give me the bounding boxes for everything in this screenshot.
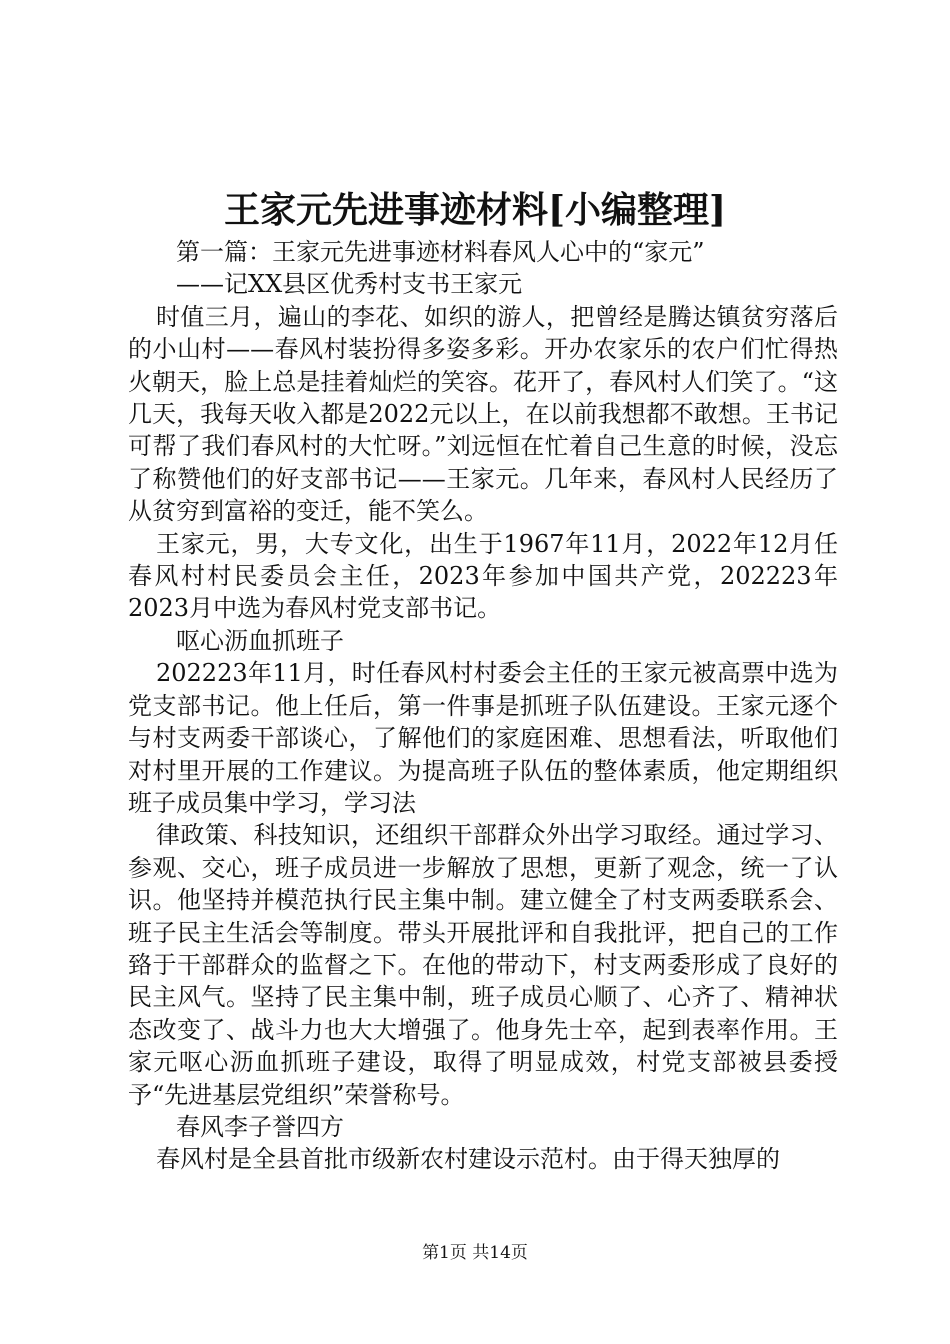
subsection-heading: 春风李子誉四方 xyxy=(176,1112,344,1141)
section-subheading: ——记XX县区优秀村支书王家元 xyxy=(176,270,523,299)
paragraph: 律政策、科技知识，还组织干部群众外出学习取经。通过学习、参观、交心，班子成员进一步解放了思想，更新了观念，统一了认识。他坚持并模范执行民主集中制。建立健全了村支两委联系会、班子民主生活会等制度。带头开展批评和自我批评，把自己的工作臵于干部群众的监督之下。在他的带动下，村支两委形成了良好的民主风气。坚持了民主集中制，班子成员心顺了、心齐了、精神状态改变了、战斗力也大大增强了。他身先士卒，起到表率作用。王家元呕心沥血抓班子建设，取得了明显成效，村党支部被县委授予“先进基层党组织”荣誉称号。 xyxy=(128,821,838,1109)
paragraph: 202223年11月，时任春风村村委会主任的王家元被高票中选为党支部书记。他上任后，第一件事是抓班子队伍建设。王家元逐个与村支两委干部谈心，了解他们的家庭困难、思想看法，听取他们对村里开展的工作建议。为提高班子队伍的整体素质，他定期组织班子成员集中学习，学习法 xyxy=(128,659,838,817)
page-footer: 第1页 共14页 xyxy=(422,1243,528,1263)
document-title: 王家元先进事迹材料[小编整理] xyxy=(223,189,727,231)
document-body xyxy=(128,236,838,1176)
paragraph: 时值三月，遍山的李花、如织的游人，把曾经是腾达镇贫穷落后的小山村——春风村装扮得多姿多彩。开办农家乐的农户们忙得热火朝天，脸上总是挂着灿烂的笑容。花开了，春风村人们笑了。“这几天，我每天收入都是2022元以上，在以前我想都不敢想。王书记可帮了我们春风村的大忙呀。”刘远恒在忙着自己生意的时候，没忘了称赞他们的好支部书记——王家元。几年来，春风村人民经历了从贫穷到富裕的变迁，能不笑么。 xyxy=(128,302,838,526)
paragraph: 春风村是全县首批市级新农村建设示范村。由于得天独厚的 xyxy=(156,1145,780,1174)
section-heading: 第一篇：王家元先进事迹材料春风人心中的“家元” xyxy=(176,238,705,266)
paragraph: 王家元，男，大专文化，出生于1967年11月，2022年12月任春风村村民委员会主任，2023年参加中国共产党，202223年2023月中选为春风村党支部书记。 xyxy=(128,529,838,623)
subsection-heading: 呕心沥血抓班子 xyxy=(176,626,344,655)
